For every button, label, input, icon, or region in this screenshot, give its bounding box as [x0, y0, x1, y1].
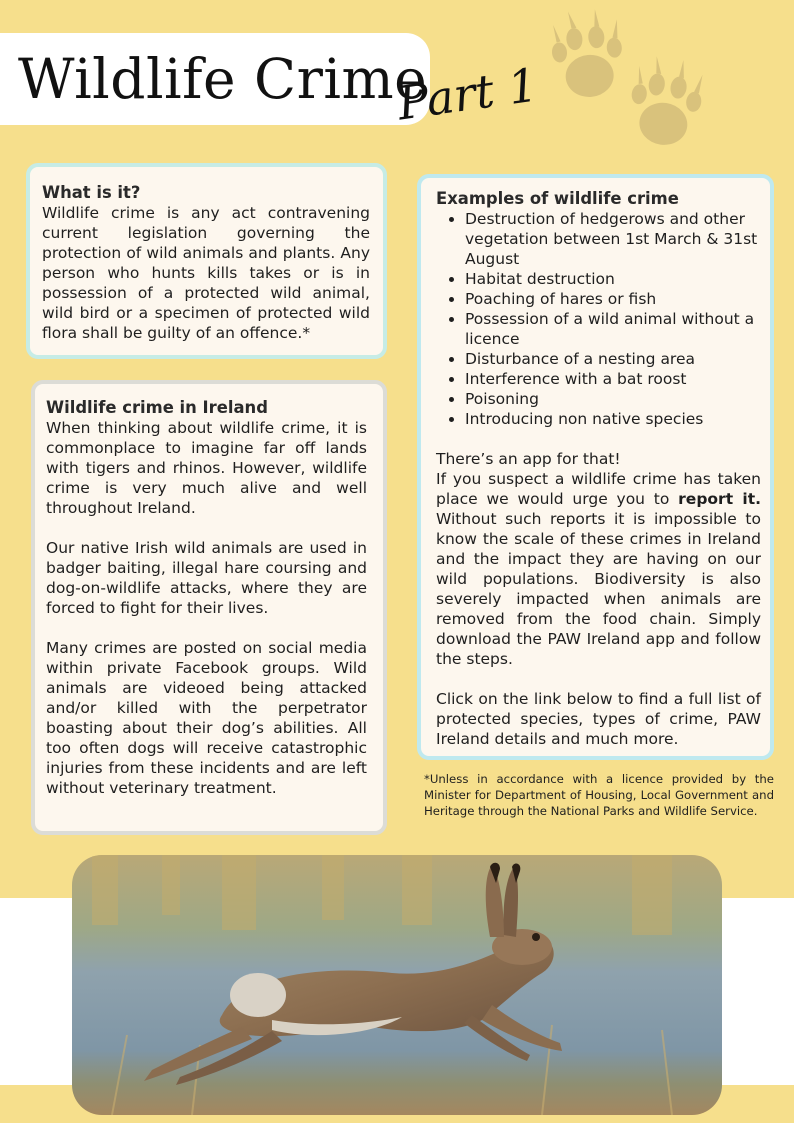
- what-is-it-heading: What is it?: [42, 183, 141, 202]
- page-subtitle: Part 1: [394, 57, 541, 131]
- ireland-paragraph: When thinking about wildlife crime, it is commonplace to imagine far off lands with tigers and rhinos. However, wildlife crime is very much alive and well throughout Ireland.: [46, 419, 367, 517]
- list-item: • Disturbance of a nesting area: [465, 349, 761, 369]
- report-paragraph: [436, 469, 761, 669]
- list-item: • Interference with a bat roost: [465, 369, 761, 389]
- page-title: Wildlife Crime: [18, 47, 428, 111]
- report-text: If you suspect a wildlife crime has taken place we would urge you to: [436, 470, 761, 508]
- ireland-heading: Wildlife crime in Ireland: [46, 398, 268, 417]
- report-emphasis: report it.: [678, 490, 761, 508]
- list-item: • Poisoning: [465, 389, 761, 409]
- list-item: • Possession of a wild animal without a licence: [465, 309, 761, 349]
- list-item: • Introducing non native species: [465, 409, 761, 429]
- list-item: • Habitat destruction: [465, 269, 761, 289]
- running-hare-photo: [72, 855, 722, 1115]
- app-line: There’s an app for that!: [436, 450, 621, 468]
- examples-list: [436, 209, 761, 429]
- examples-card: [417, 174, 774, 760]
- what-is-it-card: [26, 163, 387, 359]
- ireland-card: [31, 380, 387, 835]
- examples-heading: Examples of wildlife crime: [436, 189, 679, 208]
- footnote: *Unless in accordance with a licence provided by the Minister for Department of Housing, Local Government and Heritage through the National Parks and Wildlife Service.: [424, 772, 774, 818]
- ireland-paragraph: Our native Irish wild animals are used in badger baiting, illegal hare coursing and dog-on-wildlife attacks, where they are forced to fight for their lives.: [46, 539, 367, 617]
- ireland-paragraph: Many crimes are posted on social media within private Facebook groups. Wild animals are videoed being attacked and/or killed with the perpetrator boasting about their dog’s abilities. All too often dogs will receive catastrophic injuries from these incidents and are left without veterinary treatment.: [46, 639, 367, 797]
- what-is-it-body: Wildlife crime is any act contravening current legislation governing the protection of wild animals and plants. Any person who hunts kills takes or is in possession of a protected wild animal, wild bird or a specimen of protected wild flora shall be guilty of an offence.*: [42, 204, 370, 342]
- paw-print-icon: [546, 7, 630, 107]
- link-paragraph: Click on the link below to find a full list of protected species, types of crime, PAW Ireland details and much more.: [436, 690, 761, 748]
- list-item: • Poaching of hares or fish: [465, 289, 761, 309]
- list-item: • Destruction of hedgerows and other vegetation between 1st March & 31st August: [465, 209, 761, 269]
- report-text-cont: Without such reports it is impossible to know the scale of these crimes in Ireland and the impact they are having on our wild populations. Biodiversity is also severely impacted when animals are removed from the food chain. Simply download the PAW Ireland app and follow the steps.: [436, 510, 761, 668]
- paw-print-icon: [622, 53, 710, 157]
